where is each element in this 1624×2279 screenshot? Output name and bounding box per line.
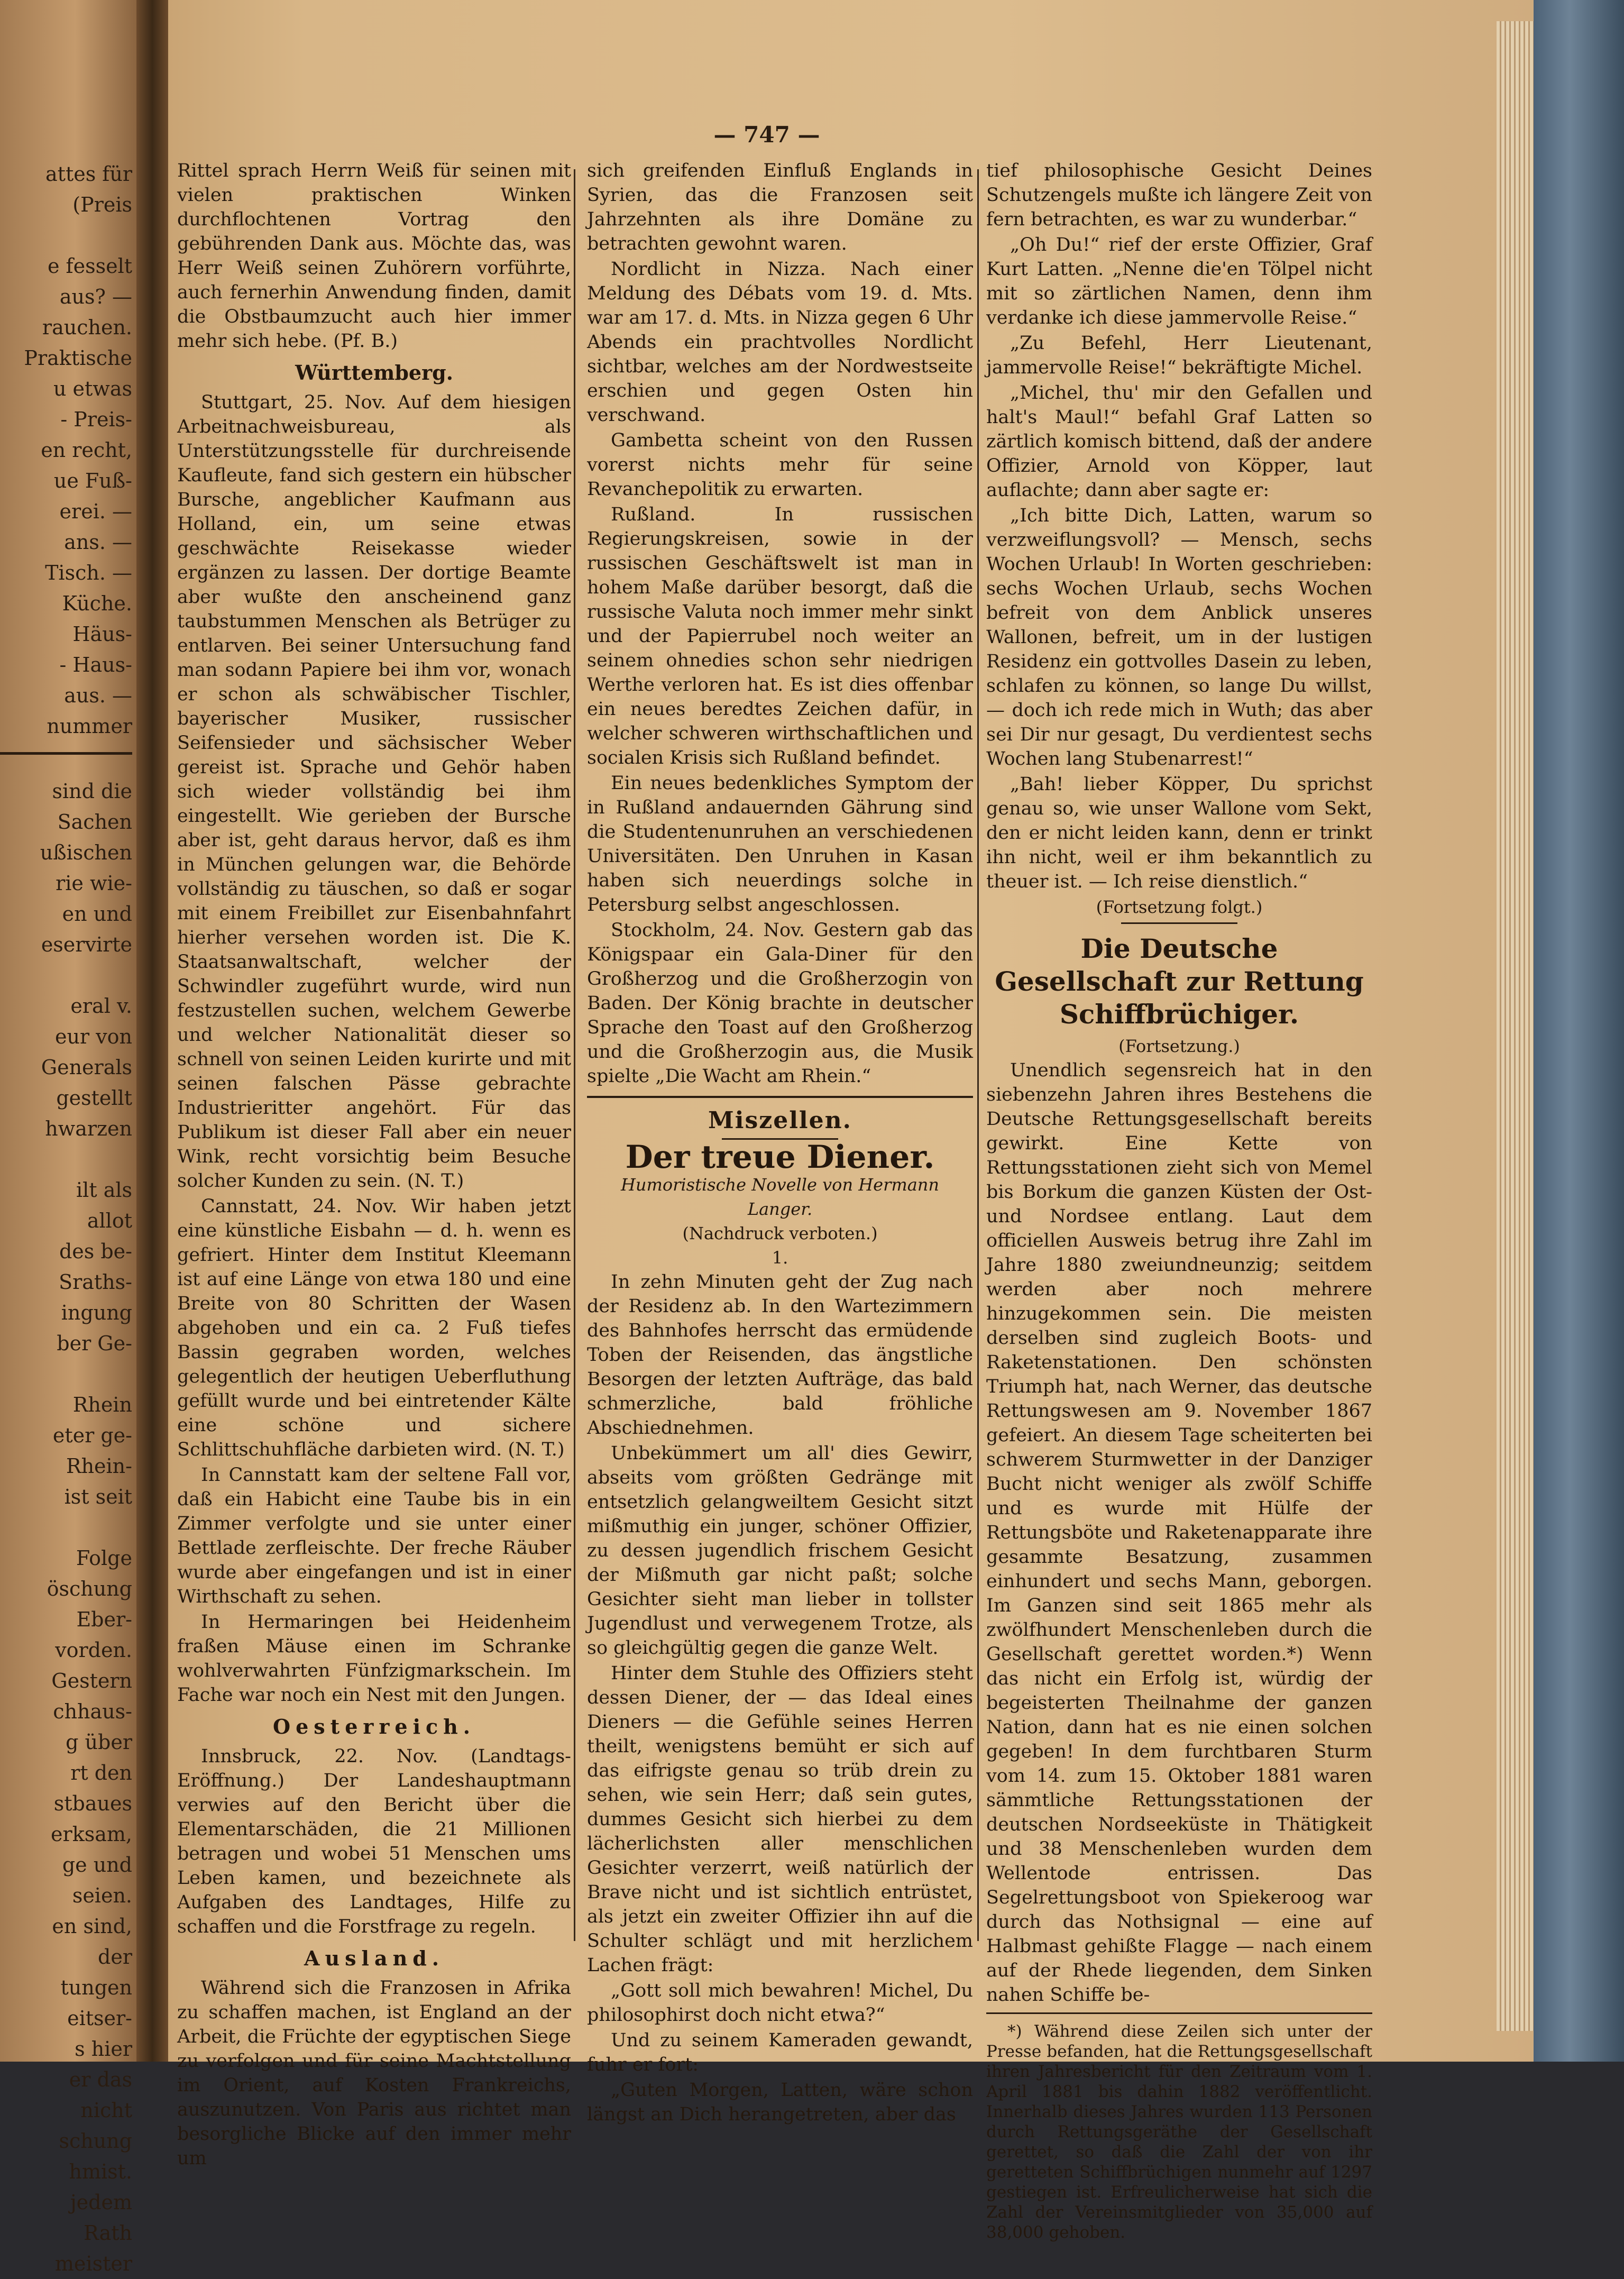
book-gutter [136, 0, 168, 2062]
left-fragment-line: ue Fuß- [53, 469, 132, 492]
left-fragment-line: Eber- [76, 1608, 132, 1631]
book-cover-edge [1534, 0, 1624, 2062]
paragraph: In zehn Minuten geht der Zug nach der Residenz ab. In den Wartezimmern des Bahnhofes herrscht das ermüdende Toben der Reisenden, das ängstliche Besorgen der letzten Aufträge, das bald schmerzliche, bald fröhliche Abschiednehmen. [587, 1271, 973, 1439]
left-fragment-line: Rath [84, 2221, 132, 2245]
left-fragment-line: nicht [80, 2099, 132, 2122]
left-fragment-line: des be- [59, 1240, 132, 1263]
left-fragment-line: ge und [62, 1853, 132, 1877]
column-3 [986, 159, 1372, 2243]
left-fragment-line: jedem [70, 2191, 132, 2214]
left-fragment-line: Sachen [57, 810, 132, 834]
paragraph: In Cannstatt kam der seltene Fall vor, daß ein Habicht eine Taube bis in ein Zimmer verfolgte und sie unter einer Bettlade zerfleischte. Der freche Räuber wurde aber eingefangen und ist in einer Wirthschaft zu sehen. [177, 1465, 571, 1607]
paragraph: Während sich die Franzosen in Afrika zu schaffen machen, ist England an der Arbeit, die Früchte der egyptischen Siege zu verfolgen und für seine Machtstellung im Orient, auf Kosten Frankreichs, auszunutzen. Von Paris aus richtet man besorgliche Blicke auf den immer mehr um [177, 1978, 571, 2169]
section-heading-wuerttemberg: Württemberg. [295, 361, 453, 385]
left-fragment-line: g über [66, 1731, 132, 1754]
left-fragment-line: hmist. [69, 2160, 132, 2183]
footnote-text: *) Während diese Zeilen sich unter der Presse befanden, hat die Rettungsgesellschaft ihren Jahresbericht für den Zeitraum vom 1. April 1881 bis dahin 1882 veröffentlicht. Innerhalb dieses Jahres wurden 113 Personen durch Rettungsgeräthe der Gesellschaft gerettet, so daß die Zahl der von ihr geretteten Schiffbrüchigen nunmehr auf 1297 gestiegen ist. Erfreulicherweise hat sich die Zahl der Vereinsmitglieder von 35,000 auf 38,000 gehoben. [986, 2022, 1372, 2242]
left-fragment-line: Rhein [72, 1393, 132, 1416]
section-heading-ausland: Ausland. [304, 1946, 444, 1970]
left-fragment-line: eservirte [41, 933, 132, 956]
left-fragment-line: en und [62, 902, 132, 926]
left-fragment-line: ber Ge- [57, 1332, 132, 1355]
paragraph: Unendlich segensreich hat in den siebenzehn Jahren ihres Bestehens die Deutsche Rettungsgesellschaft bereits gewirkt. Eine Kette von Rettungsstationen zieht sich von Memel bis Borkum die ganzen Küsten der Ost- und Nordsee entlang. Laut dem officiellen Ausweis betrug ihre Zahl im Jahre 1880 zweiundneunzig; seitdem werden aber noch mehrere hinzugekommen sein. Die meisten derselben sind zugleich Boots- und Raketenstationen. Den schönsten Triumph hat, nach Werner, das deutsche Rettungswesen am 9. November 1867 gefeiert. An diesem Tage scheiterten bei schwerem Sturmwetter in der Danziger Bucht nicht weniger als zwölf Schiffe und es wurde mit Hülfe der Rettungsböte und Raketenapparate ihre gesammte Besatzung, zusammen einhundert und sechs Mann, geborgen. Im Ganzen sind seit 1865 mehr als zwölfhundert Menschenleben durch die Gesellschaft gerettet worden.*) Wenn das nicht ein Erfolg ist, würdig der begeisterten Theilnahme der ganzen Nation, dann hat es nie einen solchen gegeben! In dem furchtbaren Sturm vom 14. zum 15. Oktober 1881 waren sämmtliche Rettungsstationen der deutschen Nordseeküste in Thätigkeit und 38 Menschenleben wurden dem Wellentode entrissen. Das Segelrettungsboot von Spiekeroog war durch das Nothsignal — eine auf Halbmast gehißte Flagge — nach einem auf der Rhede liegenden, dem Sinken nahen Schiffe be- [986, 1060, 1372, 2006]
left-fragment-line: rt den [70, 1761, 132, 1784]
left-fragment-line: nummer [47, 715, 132, 738]
left-fragment-line [0, 1359, 132, 1389]
column-2 [587, 159, 973, 2128]
section-heading-miszellen: Miszellen. [708, 1107, 852, 1134]
reprint-notice: (Nachdruck verboten.) [682, 1223, 878, 1243]
left-fragment-line: ans. — [64, 530, 132, 554]
left-fragment-line [0, 960, 132, 991]
paragraph: Ein neues bedenkliches Symptom der in Rußland andauernden Gährung sind die Studentenunruhen an verschiedenen Universitäten. Den Unruhen in Kasan haben sich neuerdings solche in Petersburg selbst angeschlossen. [587, 773, 973, 916]
left-fragment-line: rie wie- [56, 872, 132, 895]
left-fragment-line: gestellt [56, 1086, 132, 1110]
left-fragment-line: en recht, [41, 438, 132, 462]
paragraph: tief philosophische Gesicht Deines Schutzengels mußte ich längere Zeit von fern betrachten, es war zu wunderbar.“ [986, 160, 1372, 230]
paragraph: Innsbruck, 22. Nov. (Landtags-Eröffnung.) Der Landeshauptmann verwies auf den Bericht über die Elementarschäden, die 21 Millionen betragen und wobei 51 Menschen ums Leben kamen, und bezeichnete als Aufgaben des Landtages, Hilfe zu schaffen und die Forstfrage zu regeln. [177, 1746, 571, 1937]
paragraph: Unbekümmert um all' dies Gewirr, abseits vom größten Gedränge mit entsetzlich gelangweiltem Gesicht sitzt mißmuthig ein junger, schöner Offizier, zu dessen jugendlich frischem Gesicht der Mißmuth gar nicht paßt; solche Gesichter sieht man lieber in tollster Jugendlust und verwegenem Trotze, als so gleichgültig gegen die ganze Welt. [587, 1443, 973, 1659]
left-fragment-line: eur von [54, 1025, 132, 1048]
paragraph: Stockholm, 24. Nov. Gestern gab das Königspaar ein Gala-Diner für den Großherzog und die Großherzogin von Baden. Der König brachte in deutscher Sprache den Toast auf den Großherzog und die Großherzogin aus, die Musik spielte „Die Wacht am Rhein.“ [587, 920, 973, 1087]
left-fragment-line: eral v. [70, 994, 132, 1018]
page-number: — 747 — [713, 122, 820, 148]
left-fragment-line: eter ge- [52, 1424, 132, 1447]
paragraph: „Oh Du!“ rief der erste Offizier, Graf Kurt Latten. „Nenne die'en Tölpel nicht mit so zärtlichen Namen, denn ihm verdanke ich diese jammervolle Reise.“ [986, 234, 1372, 328]
left-fragment-line: hwarzen [45, 1117, 132, 1140]
continuation-note: (Fortsetzung.) [1118, 1036, 1240, 1056]
title-rule [1121, 922, 1237, 924]
left-fragment-line: Praktische [24, 346, 132, 370]
left-fragment-line: ingung [61, 1301, 132, 1324]
left-fragment-line: Rhein- [66, 1454, 132, 1478]
left-fragment-line: seien. [72, 1884, 132, 1907]
paragraph: „Ich bitte Dich, Latten, warum so verzweiflungsvoll? — Mensch, sechs Wochen Urlaub! In Worten geschrieben: sechs Wochen Urlaub, sechs Wochen befreit von dem Anblick unseres Wallonen, befreit, um in der lustigen Residenz ein gottvolles Dasein zu leben, schlafen zu können, so lange Du willst, — doch ich rede mich in Wuth; das aber sei Dir nur gesagt, Du verdientest sechs Wochen lang Stubenarrest!“ [986, 505, 1372, 770]
left-fragment-line: ußischen [40, 841, 132, 864]
article-title: Die Deutsche Gesellschaft zur Rettung Schiffbrüchiger. [995, 933, 1364, 1030]
paragraph: „Bah! lieber Köpper, Du sprichst genau so, wie unser Wallone vom Sekt, den er nicht leiden kann, denn er trinkt ihn nicht, weil er ihm bekanntlich zu theuer ist. — Ich reise dienstlich.“ [986, 774, 1372, 892]
left-page [0, 0, 136, 2275]
column-rule-2 [977, 169, 979, 1941]
paragraph: Hinter dem Stuhle des Offiziers steht dessen Diener, der — das Ideal eines Dieners — die Gefühle seines Herren theilt, wenigstens bemüht er sich auf das eifrigste genau so trüb drein zu sehen, wie sein Herr; daß sein gutes, dummes Gesicht sich hierbei zu dem lächerlichsten aller menschlichen Gesichter verzerrt, weiß natürlich der Brave nicht und ist sichtlich entrüstet, als jetzt ein zweiter Offizier ihn auf die Schulter schlägt und mit herzlichem Lachen frägt: [587, 1663, 973, 1976]
left-fragment-line [0, 1512, 132, 1543]
left-fragment-line: Küche. [62, 592, 132, 615]
column-1 [177, 159, 571, 2172]
left-fragment-line: ist seit [64, 1485, 132, 1508]
chapter-number: 1. [772, 1248, 788, 1268]
left-page-fragments [0, 159, 132, 2279]
paragraph: Nordlicht in Nizza. Nach einer Meldung des Débats vom 19. d. Mts. war am 17. d. Mts. in Nizza gegen 6 Uhr Abends ein prachtvolles Nordlicht sichtbar, welches am der Nordwestseite erschien und gegen Osten hin verschwand. [587, 259, 973, 426]
section-divider [587, 1096, 973, 1098]
left-fragment-line: Sraths- [59, 1270, 132, 1294]
story-title: Der treue Diener. [625, 1139, 935, 1176]
section-heading-oesterreich: Oesterreich. [272, 1715, 476, 1738]
footnote [986, 2012, 1372, 2243]
left-fragment-line: rauchen. [42, 316, 132, 339]
paragraph: In Hermaringen bei Heidenheim fraßen Mäuse einen im Schranke wohlverwahrten Fünfzigmarkschein. Im Fache war noch ein Nest mit den Jungen. [177, 1612, 571, 1706]
left-fragment-line: stbaues [53, 1792, 132, 1815]
paragraph: „Gott soll mich bewahren! Michel, Du philosophirst doch nicht etwa?“ [587, 1980, 973, 2026]
column-rule-1 [574, 169, 575, 1941]
left-fragment-line: s hier [75, 2037, 132, 2061]
left-fragment-line: - Preis- [60, 408, 132, 431]
left-fragment-line: erksam, [51, 1823, 132, 1846]
left-fragment-line: Gestern [51, 1669, 132, 1692]
left-fragment-line: sind die [52, 780, 132, 803]
paragraph: Rußland. In russischen Regierungskreisen, sowie in der russischen Geschäftswelt ist man in hohem Maße darüber besorgt, daß die russische Valuta noch immer mehr sinkt und der Papierrubel noch weiter an seinem ohnedies schon sehr niedrigen Werthe verloren hat. Es ist dies offenbar ein neues beredtes Zeichen dafür, in welcher schweren wirthschaftlichen und socialen Krisis sich Rußland befindet. [587, 504, 973, 768]
left-fragment-line: - Haus- [59, 653, 132, 676]
paragraph: „Zu Befehl, Herr Lieutenant, jammervolle Reise!“ bekräftigte Michel. [986, 333, 1372, 378]
left-fragment-line: u etwas [53, 377, 132, 400]
left-fragment-line: tungen [60, 1976, 132, 1999]
left-fragment-line: attes für [45, 162, 132, 186]
left-fragment-line: eitser- [67, 2007, 132, 2030]
left-fragment-line: Generals [41, 1056, 132, 1079]
paragraph: Stuttgart, 25. Nov. Auf dem hiesigen Arbeitnachweisbureau, als Unterstützungsstelle für durchreisende Kaufleute, fand sich gestern ein hübscher Bursche, angeblicher Kaufmann aus Holland, ein, um seine etwas geschwächte Reisekasse wieder ergänzen zu lassen. Der dortige Beamte aber wußte den anscheinend ganz taubstummen Menschen als Betrüger zu entlarven. Bei seiner Untersuchung fand man sodann Papiere bei ihm vor, wonach er schon als schwäbischer Tischler, bayerischer Musiker, russischer Seifensieder und sächsischer Weber gereist ist. Sprache und Gehör haben sich wieder vollständig bei ihm eingestellt. Wie gerieben der Bursche aber ist, geht daraus hervor, daß es ihm in München gelungen war, die Behörde vollständig zu täuschen, so daß er sogar mit einem Freibillet zur Eisenbahnfahrt hierher versehen worden ist. Die K. Staatsanwaltschaft, welcher der Schwindler zugeführt wurde, wird nun festzustellen suchen, welchem Gewerbe und welcher Nationalität dieser so schnell von seinen Leiden kurirte und mit seinen falschen Pässe gebrachte Industrieritter angehört. Für das Publikum ist dieser Fall aber ein neuer Wink, recht vorsichtig beim Besuche solcher Kunden zu sein. (N. T.) [177, 392, 571, 1192]
paragraph: sich greifenden Einfluß Englands in Syrien, das die Franzosen seit Jahrzehnten als ihre Domäne zu betrachten gewohnt waren. [587, 160, 973, 254]
paragraph: Cannstatt, 24. Nov. Wir haben jetzt eine künstliche Eisbahn — d. h. wenn es gefriert. Hinter dem Institut Kleemann ist auf eine Länge von etwa 180 und eine Breite von 80 Schritten der Wasen abgehoben und ein ca. 2 Fuß tiefes Bassin gegraben worden, welches gelegentlich der heutigen Ueberfluthung gefüllt wurde und bei eintretender Kälte eine schöne und sichere Schlittschuhfläche darbieten wird. (N. T.) [177, 1196, 571, 1460]
paragraph: Gambetta scheint von den Russen vorerst nichts mehr für seine Revanchepolitik zu erwarten. [587, 430, 973, 500]
left-fragment-line: Häus- [72, 623, 132, 646]
left-fragment-line: chhaus- [53, 1700, 132, 1723]
left-fragment-line: der [98, 1945, 132, 1969]
paragraph: Und zu seinem Kameraden gewandt, fuhr er fort: [587, 2030, 973, 2075]
left-page-rule [0, 752, 132, 755]
left-fragment-line: öschung [47, 1577, 132, 1600]
left-fragment-line: ilt als [76, 1178, 132, 1202]
left-fragment-line: (Preis [72, 193, 132, 216]
left-fragment-line [0, 1144, 132, 1175]
story-byline: Humoristische Novelle von Hermann Langer. [621, 1175, 939, 1219]
left-fragment-line: aus. — [64, 684, 132, 707]
left-fragment-line: aus? — [59, 285, 132, 308]
left-fragment-line: Folge [76, 1546, 132, 1570]
left-fragment-line: allot [87, 1209, 132, 1232]
left-fragment-line: Tisch. — [45, 561, 132, 584]
left-fragment-line: schung [59, 2129, 132, 2153]
paragraph: „Michel, thu' mir den Gefallen und halt's Maul!“ befahl Graf Latten so zärtlich komisch bittend, daß der andere Offizier, Arnold von Köpper, laut auflachte; dann aber sagte er: [986, 382, 1372, 501]
left-fragment-line: en sind, [52, 1915, 132, 1938]
left-fragment-line: erei. — [59, 500, 132, 523]
left-fragment-line: meister [54, 2252, 132, 2275]
left-fragment-line [0, 220, 132, 251]
left-fragment-line: vorden. [55, 1639, 132, 1662]
left-fragment-line: e fesselt [47, 254, 132, 278]
paragraph: Rittel sprach Herrn Weiß für seinen mit vielen praktischen Winken durchflochtenen Vortrag den gebührenden Dank aus. Möchte das, was Herr Weiß seinen Zuhörern vorführte, auch fernerhin Anwendung finden, damit die Obstbaumzucht auch hier immer mehr sich hebe. (Pf. B.) [177, 160, 571, 352]
left-fragment-line: er das [69, 2068, 132, 2091]
paragraph: „Guten Morgen, Latten, wäre schon längst an Dich herangetreten, aber das [587, 2080, 973, 2125]
continuation-note: (Fortsetzung folgt.) [1096, 897, 1263, 917]
